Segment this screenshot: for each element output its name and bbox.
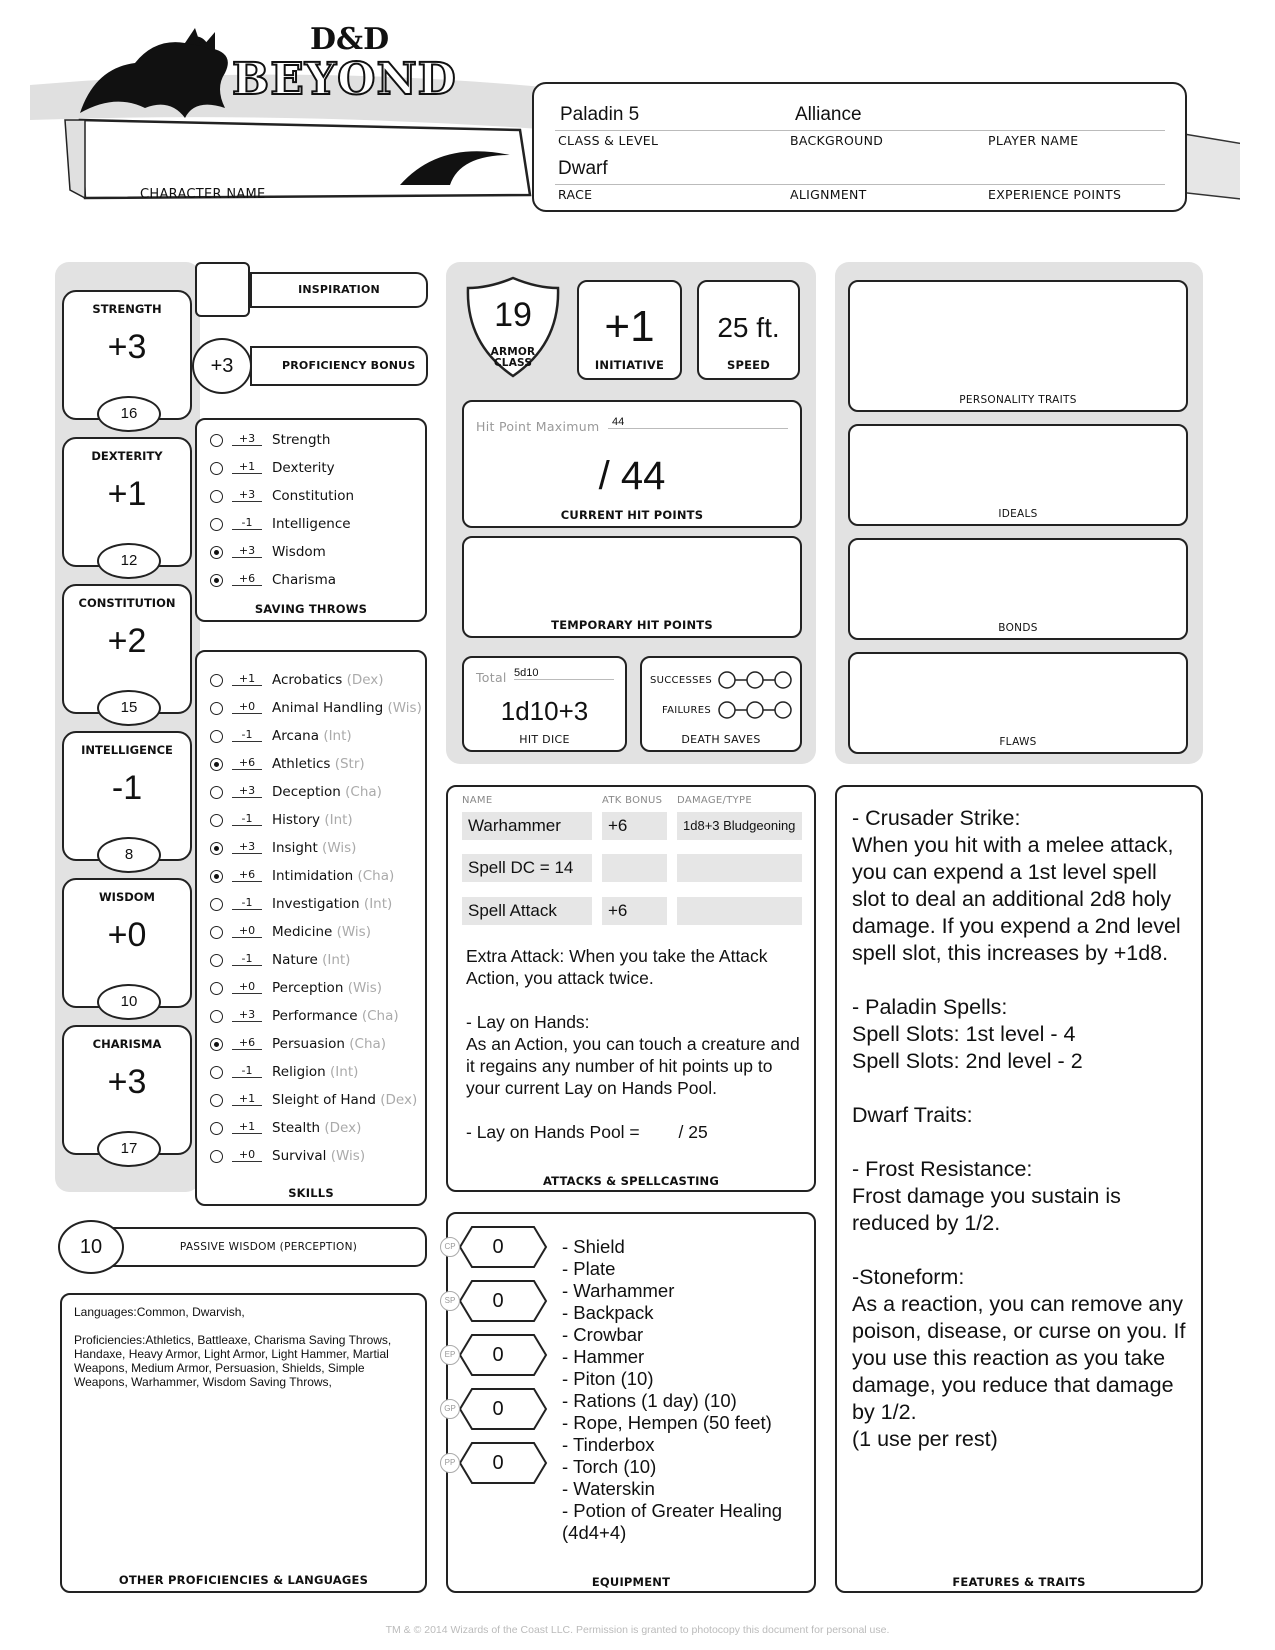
initiative-label: INITIATIVE bbox=[594, 358, 665, 372]
ability-dexterity bbox=[62, 437, 192, 567]
hp-current-label: CURRENT HIT POINTS bbox=[560, 508, 704, 522]
passive-wisdom-label: PASSIVE WISDOM (PERCEPTION) bbox=[179, 1241, 358, 1253]
coin-label: CP bbox=[440, 1237, 460, 1257]
save-proficiency-dot[interactable] bbox=[210, 490, 223, 503]
bonds-box[interactable] bbox=[848, 538, 1188, 640]
ability-score[interactable]: 8 bbox=[97, 837, 161, 873]
skill-proficiency-dot[interactable] bbox=[210, 982, 223, 995]
skill-value: +3 bbox=[232, 784, 262, 798]
passive-wisdom-value[interactable]: 10 bbox=[58, 1220, 124, 1274]
proficiency-value[interactable]: +3 bbox=[192, 338, 252, 394]
hit-dice-value[interactable]: 1d10+3 bbox=[500, 696, 589, 726]
skill-proficiency-dot[interactable] bbox=[210, 758, 223, 771]
coin-label: PP bbox=[440, 1453, 460, 1473]
coin-value[interactable]: 0 bbox=[492, 1290, 504, 1312]
save-value: -1 bbox=[232, 516, 262, 530]
save-proficiency-dot[interactable] bbox=[210, 518, 223, 531]
ability-score[interactable]: 10 bbox=[97, 984, 161, 1020]
coin-label: GP bbox=[440, 1399, 460, 1419]
skill-proficiency-dot[interactable] bbox=[210, 674, 223, 687]
skill-name: Survival bbox=[272, 1148, 327, 1164]
header-divider-1 bbox=[555, 130, 1165, 131]
success-circle-2[interactable] bbox=[747, 672, 763, 688]
skill-ability: (Cha) bbox=[349, 1036, 387, 1052]
coin-ep bbox=[440, 1333, 540, 1377]
hit-dice-total-value[interactable]: 5d10 bbox=[514, 667, 614, 680]
background-field[interactable]: Alliance bbox=[795, 104, 862, 125]
player-name-label: PLAYER NAME bbox=[988, 133, 1079, 148]
save-proficiency-dot[interactable] bbox=[210, 434, 223, 447]
features-label: FEATURES & TRAITS bbox=[952, 1575, 1086, 1589]
personality-traits-box[interactable] bbox=[848, 280, 1188, 412]
skill-value: +1 bbox=[232, 1092, 262, 1106]
class-level-label: CLASS & LEVEL bbox=[558, 133, 659, 148]
ability-modifier: +2 bbox=[107, 622, 147, 660]
footer-copyright: TM & © 2014 Wizards of the Coast LLC. Permission is granted to photocopy this document for personal use. bbox=[385, 1624, 890, 1636]
speed-value[interactable]: 25 ft. bbox=[717, 312, 780, 343]
skill-ability: (Wis) bbox=[336, 924, 371, 940]
skill-value: +0 bbox=[232, 924, 262, 938]
proficiency-banner bbox=[250, 346, 428, 386]
ability-score[interactable]: 17 bbox=[97, 1131, 161, 1167]
coin-sp bbox=[440, 1279, 540, 1323]
skill-ability: (Str) bbox=[334, 756, 365, 772]
failure-circle-1[interactable] bbox=[719, 702, 735, 718]
other-proficiencies-box bbox=[60, 1293, 427, 1593]
save-proficiency-dot[interactable] bbox=[210, 546, 223, 559]
coin-value[interactable]: 0 bbox=[492, 1236, 504, 1258]
skill-proficiency-dot[interactable] bbox=[210, 1150, 223, 1163]
attack-name-3[interactable]: Spell Attack bbox=[462, 897, 592, 925]
temp-hp-label: TEMPORARY HIT POINTS bbox=[551, 618, 713, 632]
save-value: +3 bbox=[232, 544, 262, 558]
skill-ability: (Int) bbox=[322, 952, 351, 968]
inspiration-box[interactable] bbox=[195, 262, 250, 317]
ability-name: CHARISMA bbox=[92, 1037, 162, 1051]
skill-proficiency-dot[interactable] bbox=[210, 814, 223, 827]
initiative-value[interactable]: +1 bbox=[604, 302, 655, 351]
save-proficiency-dot[interactable] bbox=[210, 462, 223, 475]
initiative-box bbox=[577, 280, 682, 380]
speed-box bbox=[697, 280, 800, 380]
background-label: BACKGROUND bbox=[790, 133, 884, 148]
skill-proficiency-dot[interactable] bbox=[210, 786, 223, 799]
passive-wisdom-banner bbox=[110, 1227, 427, 1267]
skill-proficiency-dot[interactable] bbox=[210, 702, 223, 715]
skill-ability: (Wis) bbox=[330, 1148, 366, 1164]
save-value: +6 bbox=[232, 572, 262, 586]
skill-proficiency-dot[interactable] bbox=[210, 926, 223, 939]
skill-ability: (Cha) bbox=[345, 784, 382, 800]
ability-name: CONSTITUTION bbox=[78, 596, 176, 610]
attacks-col-name: NAME bbox=[462, 795, 493, 806]
features-text[interactable]: - Crusader Strike: When you hit with a melee attack, you can expend a 1st level spell slot to deal an additional 2d8 holy damage. If you expend a 2nd level spell slot, this increases by +1d8. - Paladin Spells: Spell Slots: 1st level - 4 Spell Slots: 2nd level - 2 Dwarf Traits: - Frost Resistance: Frost damage you sustain is reduced by 1/2. -Stoneform: As a reaction, you can remove any poison, disease, or curse on you. If you use this reaction as you take damage, you reduce that damage by 1/2. (1 use per rest) bbox=[852, 806, 1186, 1451]
coin-pp bbox=[440, 1441, 540, 1485]
flaws-box[interactable] bbox=[848, 652, 1188, 754]
skill-value: -1 bbox=[232, 896, 262, 910]
skill-name: Stealth bbox=[272, 1120, 321, 1136]
ability-constitution bbox=[62, 584, 192, 714]
ability-score[interactable]: 12 bbox=[97, 543, 161, 579]
race-field[interactable]: Dwarf bbox=[558, 158, 608, 179]
skill-ability: (Wis) bbox=[347, 980, 383, 996]
attack-damage-1[interactable]: 1d8+3 Bludgeoning bbox=[677, 812, 802, 840]
attack-bonus-2[interactable] bbox=[602, 854, 667, 882]
skill-name: Investigation bbox=[272, 896, 360, 912]
character-name-banner bbox=[60, 100, 540, 210]
inspiration-label: INSPIRATION bbox=[298, 283, 380, 296]
ideals-box[interactable] bbox=[848, 424, 1188, 526]
hp-max-value[interactable]: 44 bbox=[608, 416, 788, 429]
skill-value: +6 bbox=[232, 756, 262, 770]
hp-current-value[interactable]: / 44 bbox=[598, 454, 666, 498]
header-divider-2 bbox=[555, 184, 1165, 185]
coin-cp bbox=[440, 1225, 540, 1269]
attack-bonus-1[interactable]: +6 bbox=[602, 812, 667, 840]
skill-proficiency-dot[interactable] bbox=[210, 1066, 223, 1079]
skill-value: -1 bbox=[232, 728, 262, 742]
skill-proficiency-dot[interactable] bbox=[210, 1010, 223, 1023]
skill-value: +0 bbox=[232, 700, 262, 714]
skill-ability: (Cha) bbox=[357, 868, 395, 884]
inspiration-banner bbox=[250, 272, 428, 308]
success-circle-3[interactable] bbox=[775, 672, 791, 688]
ideals-label: IDEALS bbox=[998, 508, 1038, 520]
skill-value: +6 bbox=[232, 1036, 262, 1050]
ability-wisdom bbox=[62, 878, 192, 1008]
skill-name: Sleight of Hand bbox=[272, 1092, 376, 1108]
skill-name: Athletics bbox=[272, 756, 331, 772]
save-name: Dexterity bbox=[272, 460, 335, 476]
ability-score[interactable]: 15 bbox=[97, 690, 161, 726]
attacks-label: ATTACKS & SPELLCASTING bbox=[542, 1174, 720, 1188]
death-saves-box bbox=[640, 656, 802, 752]
bonds-label: BONDS bbox=[998, 622, 1038, 634]
skill-name: Intimidation bbox=[272, 868, 354, 884]
save-value: +3 bbox=[232, 488, 262, 502]
skill-value: +3 bbox=[232, 840, 262, 854]
skill-proficiency-dot[interactable] bbox=[210, 1122, 223, 1135]
successes-label: SUCCESSES bbox=[650, 675, 713, 686]
character-name-label: CHARACTER NAME bbox=[140, 187, 266, 202]
equipment-label: EQUIPMENT bbox=[591, 1575, 671, 1589]
coin-label: SP bbox=[440, 1291, 460, 1311]
armor-class-value[interactable]: 19 bbox=[494, 296, 532, 334]
save-value: +1 bbox=[232, 460, 262, 474]
saving-throws-title: SAVING THROWS bbox=[254, 602, 368, 616]
proficiency-label: PROFICIENCY BONUS bbox=[282, 359, 416, 372]
current-hp-box bbox=[462, 400, 802, 528]
coin-gp bbox=[440, 1387, 540, 1431]
failures-label: FAILURES bbox=[662, 705, 712, 716]
skill-value: -1 bbox=[232, 1064, 262, 1078]
skill-proficiency-dot[interactable] bbox=[210, 730, 223, 743]
class-level-field[interactable]: Paladin 5 bbox=[560, 104, 640, 125]
skill-name: Medicine bbox=[272, 924, 333, 940]
skill-value: +3 bbox=[232, 1008, 262, 1022]
skill-ability: (Int) bbox=[323, 728, 352, 744]
personality-traits-label: PERSONALITY TRAITS bbox=[959, 394, 1077, 406]
skill-proficiency-dot[interactable] bbox=[210, 1094, 223, 1107]
ability-modifier: +0 bbox=[107, 916, 147, 954]
attack-name-2[interactable]: Spell DC = 14 bbox=[462, 854, 592, 882]
skill-proficiency-dot[interactable] bbox=[210, 954, 223, 967]
skill-value: +0 bbox=[232, 1148, 262, 1162]
coin-label: EP bbox=[440, 1345, 460, 1365]
skill-ability: (Dex) bbox=[380, 1092, 418, 1108]
save-name: Constitution bbox=[272, 488, 355, 504]
ability-strength bbox=[62, 290, 192, 420]
ability-modifier: +3 bbox=[107, 328, 147, 366]
death-save-circles bbox=[718, 670, 794, 726]
save-value: +3 bbox=[232, 432, 262, 446]
armor-class-label-2: CLASS bbox=[493, 357, 533, 369]
ability-charisma bbox=[62, 1025, 192, 1155]
save-proficiency-dot[interactable] bbox=[210, 574, 223, 587]
failure-circle-2[interactable] bbox=[747, 702, 763, 718]
armor-class-label-1: ARMOR bbox=[490, 346, 536, 358]
logo-dnd: D&D bbox=[310, 22, 390, 57]
skill-value: +1 bbox=[232, 1120, 262, 1134]
skill-name: History bbox=[272, 812, 321, 828]
coin-value[interactable]: 0 bbox=[492, 1344, 504, 1366]
skill-ability: (Int) bbox=[363, 896, 393, 912]
skill-value: +6 bbox=[232, 868, 262, 882]
save-name: Wisdom bbox=[272, 544, 326, 560]
speed-label: SPEED bbox=[727, 358, 770, 372]
attack-damage-2[interactable] bbox=[677, 854, 802, 882]
race-label: RACE bbox=[558, 187, 593, 202]
skill-name: Insight bbox=[272, 840, 318, 856]
attacks-col-atk: ATK BONUS bbox=[602, 795, 663, 806]
skills-title: SKILLS bbox=[288, 1186, 334, 1200]
skill-value: -1 bbox=[232, 812, 262, 826]
coin-value[interactable]: 0 bbox=[492, 1398, 504, 1420]
save-name: Intelligence bbox=[272, 516, 351, 532]
skill-name: Animal Handling bbox=[272, 700, 384, 716]
save-name: Strength bbox=[272, 432, 331, 448]
failure-circle-3[interactable] bbox=[775, 702, 791, 718]
skill-proficiency-dot[interactable] bbox=[210, 870, 223, 883]
skill-ability: (Cha) bbox=[361, 1008, 399, 1024]
hp-max-label: Hit Point Maximum bbox=[476, 419, 600, 434]
skill-name: Nature bbox=[272, 952, 318, 968]
success-circle-1[interactable] bbox=[719, 672, 735, 688]
flaws-label: FLAWS bbox=[999, 736, 1037, 748]
skill-value: +0 bbox=[232, 980, 262, 994]
coin-value[interactable]: 0 bbox=[492, 1452, 504, 1474]
logo-beyond: BEYOND bbox=[232, 54, 457, 105]
ability-modifier: +3 bbox=[107, 1063, 147, 1101]
ability-modifier: +1 bbox=[107, 475, 147, 513]
skill-name: Religion bbox=[272, 1064, 326, 1080]
skill-ability: (Int) bbox=[330, 1064, 359, 1080]
skill-ability: (Dex) bbox=[346, 672, 384, 688]
attack-name-1[interactable]: Warhammer bbox=[462, 812, 592, 840]
armor-class-label bbox=[462, 347, 564, 369]
attacks-notes[interactable]: Extra Attack: When you take the Attack Action, you attack twice. - Lay on Hands: As an Action, you can touch a creature and it regains any number of hit points up to your current Lay on Hands Pool. - Lay on Hands Pool = / 25 bbox=[466, 946, 800, 1142]
experience-label: EXPERIENCE POINTS bbox=[988, 187, 1122, 202]
skill-name: Perception bbox=[272, 980, 344, 996]
ability-score[interactable]: 16 bbox=[97, 396, 161, 432]
skill-name: Deception bbox=[272, 784, 341, 800]
attack-bonus-3[interactable]: +6 bbox=[602, 897, 667, 925]
ability-name: DEXTERITY bbox=[91, 449, 163, 463]
hit-dice-label: HIT DICE bbox=[519, 733, 570, 746]
skill-name: Persuasion bbox=[272, 1036, 345, 1052]
alignment-label: ALIGNMENT bbox=[790, 187, 867, 202]
save-name: Charisma bbox=[272, 572, 337, 588]
other-proficiencies-label: OTHER PROFICIENCIES & LANGUAGES bbox=[118, 1573, 369, 1587]
skill-proficiency-dot[interactable] bbox=[210, 842, 223, 855]
attack-damage-3[interactable] bbox=[677, 897, 802, 925]
temp-hp-box[interactable] bbox=[462, 536, 802, 638]
death-saves-label: DEATH SAVES bbox=[681, 733, 761, 746]
languages-text[interactable]: Languages:Common, Dwarvish, bbox=[74, 1305, 245, 1319]
skill-name: Acrobatics bbox=[272, 672, 343, 688]
ability-name: INTELLIGENCE bbox=[81, 743, 173, 757]
skill-name: Arcana bbox=[272, 728, 320, 744]
ability-modifier: -1 bbox=[111, 769, 143, 807]
attacks-col-dmg: DAMAGE/TYPE bbox=[677, 795, 752, 806]
ability-name: STRENGTH bbox=[92, 302, 162, 316]
skill-value: -1 bbox=[232, 952, 262, 966]
skill-proficiency-dot[interactable] bbox=[210, 898, 223, 911]
skill-proficiency-dot[interactable] bbox=[210, 1038, 223, 1051]
skill-ability: (Int) bbox=[324, 812, 353, 828]
hit-dice-total-label: Total bbox=[476, 670, 507, 685]
hit-dice-box bbox=[462, 656, 627, 752]
ability-intelligence bbox=[62, 731, 192, 861]
equipment-list[interactable]: - Shield - Plate - Warhammer - Backpack - Crowbar - Hammer - Piton (10) - Rations (1 day) (10) - Rope, Hempen (50 feet) - Tinderbox - Torch (10) - Waterskin - Potion of Greater Healing (4d4+4) bbox=[562, 1236, 783, 1543]
skill-ability: (Wis) bbox=[387, 700, 422, 716]
ability-name: WISDOM bbox=[98, 890, 155, 904]
proficiencies-text[interactable]: Proficiencies:Athletics, Battleaxe, Charisma Saving Throws, Handaxe, Heavy Armor, Light Armor, Light Hammer, Martial Weapons, Medium Armor, Persuasion, Shields, Simple Weapons, Warhammer, Wisdom Saving Throws, bbox=[74, 1333, 392, 1389]
skill-ability: (Dex) bbox=[324, 1120, 362, 1136]
skill-value: +1 bbox=[232, 672, 262, 686]
skill-name: Performance bbox=[272, 1008, 358, 1024]
skill-ability: (Wis) bbox=[322, 840, 357, 856]
